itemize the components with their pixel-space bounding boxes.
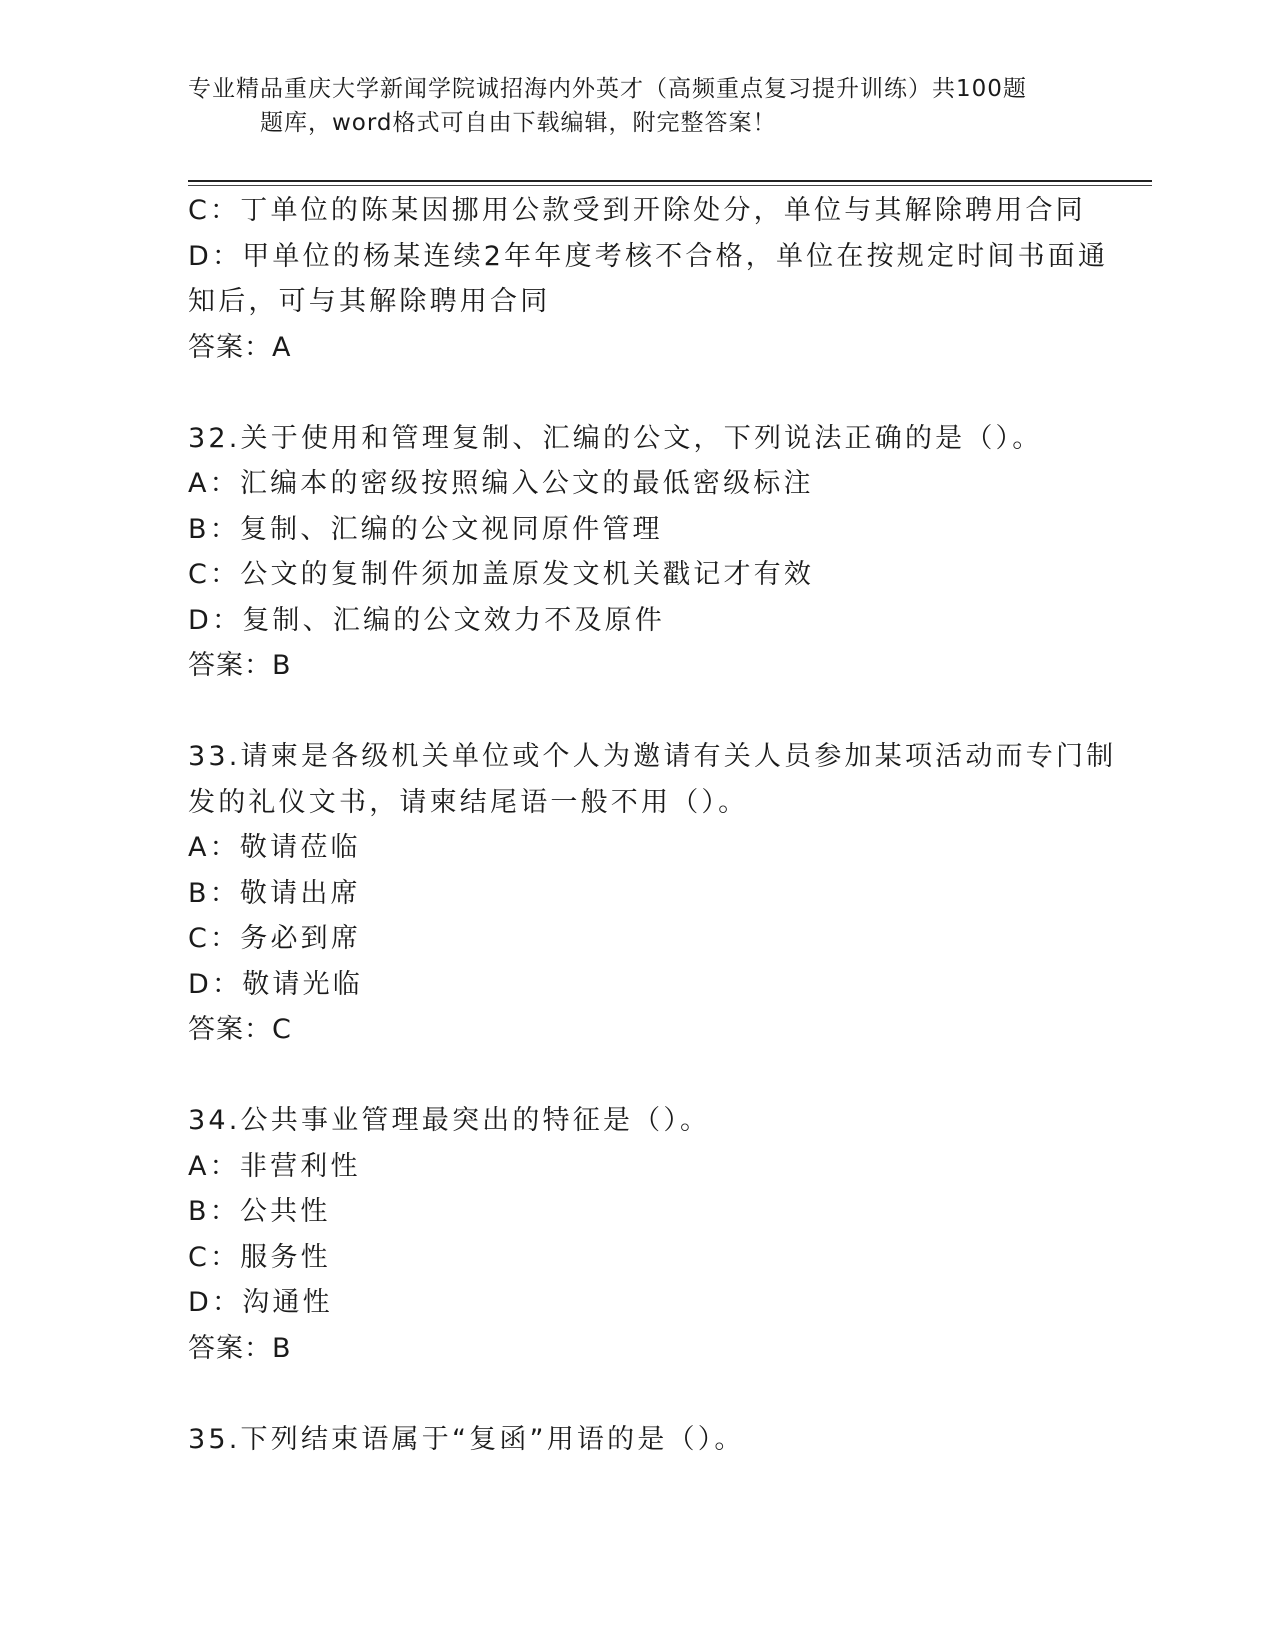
option-c: C：丁单位的陈某因挪用公款受到开除处分，单位与其解除聘用合同 [188,195,1086,226]
option-c: C：服务性 [188,1241,331,1273]
question-stem-line-1: 33.请柬是各级机关单位或个人为邀请有关人员参加某项活动而专门制 [188,741,1117,772]
option-d-line-1: D：甲单位的杨某连续2年年度考核不合格，单位在按规定时间书面通 [188,240,1109,272]
header-divider-thin [188,185,1152,186]
question-33 [188,734,1117,1053]
answer: 答案：B [188,1332,292,1364]
question-stem: 35.下列结束语属于“复函”用语的是（）。 [188,1423,745,1455]
option-a: A：汇编本的密级按照编入公文的最低密级标注 [188,468,814,499]
option-d: D：沟通性 [188,1287,333,1318]
option-d: D：复制、汇编的公文效力不及原件 [188,604,665,636]
option-b: B：复制、汇编的公文视同原件管理 [188,513,663,545]
option-b: B：敬请出席 [188,877,361,909]
question-31-tail [188,188,1109,370]
question-stem-line-2: 发的礼仪文书，请柬结尾语一般不用（）。 [188,786,749,818]
answer: 答案：C [188,1014,292,1045]
header-title-line-1: 专业精品重庆大学新闻学院诚招海内外英才（高频重点复习提升训练）共100题 [188,76,1027,102]
spacer [188,689,1088,735]
question-34 [188,1098,1088,1371]
document-body [188,188,1117,1462]
option-d: D：敬请光临 [188,968,363,1000]
option-b: B：公共性 [188,1196,331,1227]
header-title-line-2: 题库，word格式可自由下载编辑，附完整答案！ [260,110,777,136]
spacer [188,370,1088,416]
option-c: C：务必到席 [188,923,362,954]
question-stem: 32.关于使用和管理复制、汇编的公文，下列说法正确的是（）。 [188,422,1043,454]
question-35 [188,1417,1088,1463]
option-c: C：公文的复制件须加盖原发文机关戳记才有效 [188,559,815,590]
header-divider-thick [188,180,1152,182]
option-a: A：非营利性 [188,1150,361,1182]
option-d-line-2: 知后，可与其解除聘用合同 [188,286,551,317]
answer: 答案：A [188,331,292,363]
option-a: A：敬请莅临 [188,832,361,863]
question-32 [188,416,1088,689]
answer: 答案：B [188,650,292,681]
spacer [188,1371,1088,1417]
question-stem: 34.公共事业管理最突出的特征是（）。 [188,1105,711,1136]
page-header [188,72,1068,140]
spacer [188,1053,1088,1099]
